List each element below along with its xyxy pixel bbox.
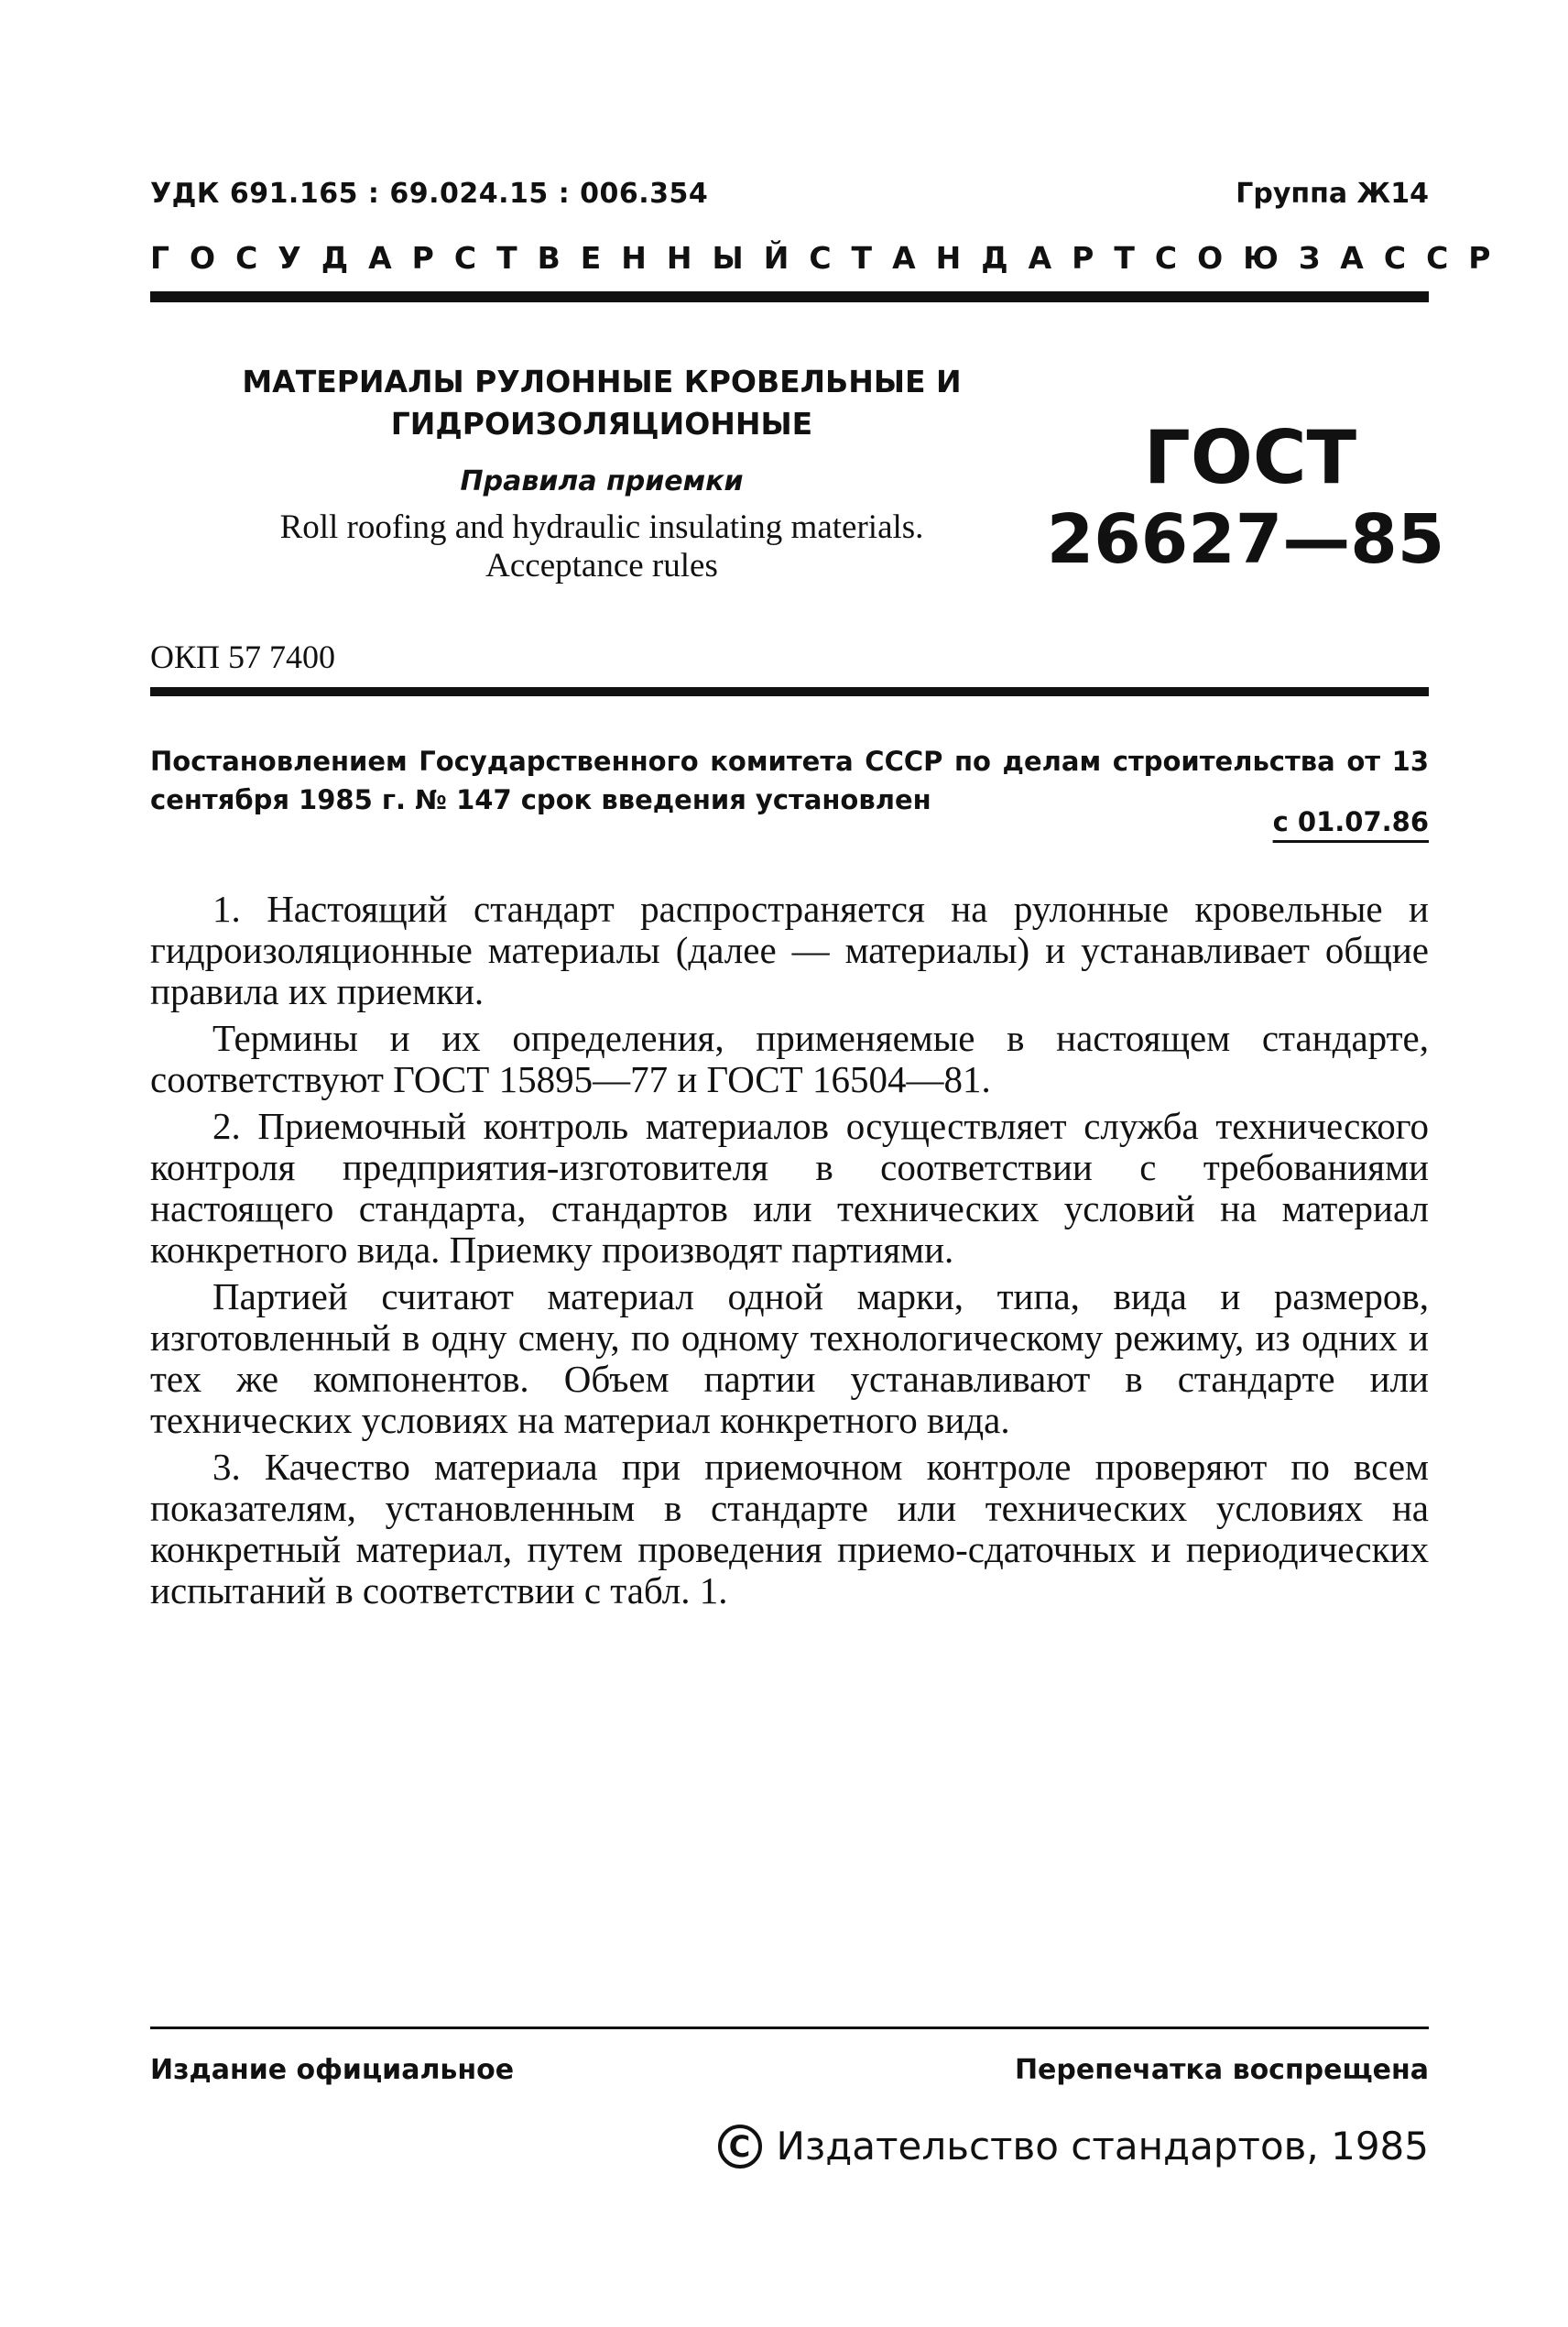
decree-text: Постановлением Государственного комитета СССР по делам строительства от 13 сентября 1985 г. № 147 срок введения установлен — [150, 746, 1429, 815]
banner-word-3: СОЮЗА — [1154, 240, 1384, 276]
standard-body — [150, 889, 1429, 1617]
copyright-icon: C — [718, 2125, 762, 2169]
paragraph-4: Партией считают материал одной марки, типа, вида и размеров, изготовленный в одну смену, по одному технологическому режиму, из одних и тех же компонентов. Объем партии устанавливают в стандарте или технических условиях на материал конкретного вида. — [150, 1275, 1429, 1441]
title-rule — [150, 687, 1429, 696]
decree-effective-date: с 01.07.86 — [1272, 806, 1429, 837]
official-edition-label: Издание официальное — [150, 2054, 515, 2086]
okp-code: ОКП 57 7400 — [150, 639, 336, 675]
title-line-2: ГИДРОИЗОЛЯЦИОННЫЕ — [390, 406, 813, 442]
title-subtitle: Правила приемки — [460, 465, 744, 497]
udk-code: УДК 691.165 : 69.024.15 : 006.354 — [150, 178, 709, 210]
paragraph-5: 3. Качество материала при приемочном контроле проверяют по всем показателям, установленным в стандарте или технических условиях на конкретный материал, путем проведения приемо-сдаточных и периодических испытаний в соответствии с табл. 1. — [150, 1446, 1429, 1611]
state-standard-banner — [150, 240, 1511, 276]
title-english-line-2: Acceptance rules — [485, 547, 718, 584]
header-rule — [150, 291, 1429, 302]
gost-label: ГОСТ — [1143, 415, 1357, 500]
gost-number: 26627—85 — [1046, 500, 1445, 579]
paragraph-3: 2. Приемочный контроль материалов осуществляет служба технического контроля предприятия-изготовителя в соответствии с требованиями настоящего стандарта, стандартов или технических условий на материал конкретного вида. Приемку производят партиями. — [150, 1105, 1429, 1271]
publisher-name: Издательство стандартов, 1985 — [776, 2124, 1429, 2169]
reprint-prohibited-label: Перепечатка воспрещена — [1014, 2054, 1429, 2086]
paragraph-2: Термины и их определения, применяемые в настоящем стандарте, соответствуют ГОСТ 15895—77 и ГОСТ 16504—81. — [150, 1017, 1429, 1100]
group-code: Группа Ж14 — [1236, 178, 1429, 210]
footer-rule — [150, 2027, 1429, 2029]
paragraph-1: 1. Настоящий стандарт распространяется на рулонные кровельные и гидроизоляционные материалы (далее — материалы) и устанавливает общие правила их приемки. — [150, 888, 1429, 1012]
banner-word-1: ГОСУДАРСТВЕННЫЙ — [150, 240, 810, 276]
banner-word-2: СТАНДАРТ — [809, 240, 1155, 276]
banner-word-4: ССР — [1383, 240, 1511, 276]
title-english-line-1: Roll roofing and hydraulic insulating materials. — [279, 508, 924, 546]
copyright-line — [718, 2124, 1429, 2169]
document-title-block — [203, 361, 1000, 585]
title-line-1: МАТЕРИАЛЫ РУЛОННЫЕ КРОВЕЛЬНЫЕ И — [242, 364, 962, 399]
